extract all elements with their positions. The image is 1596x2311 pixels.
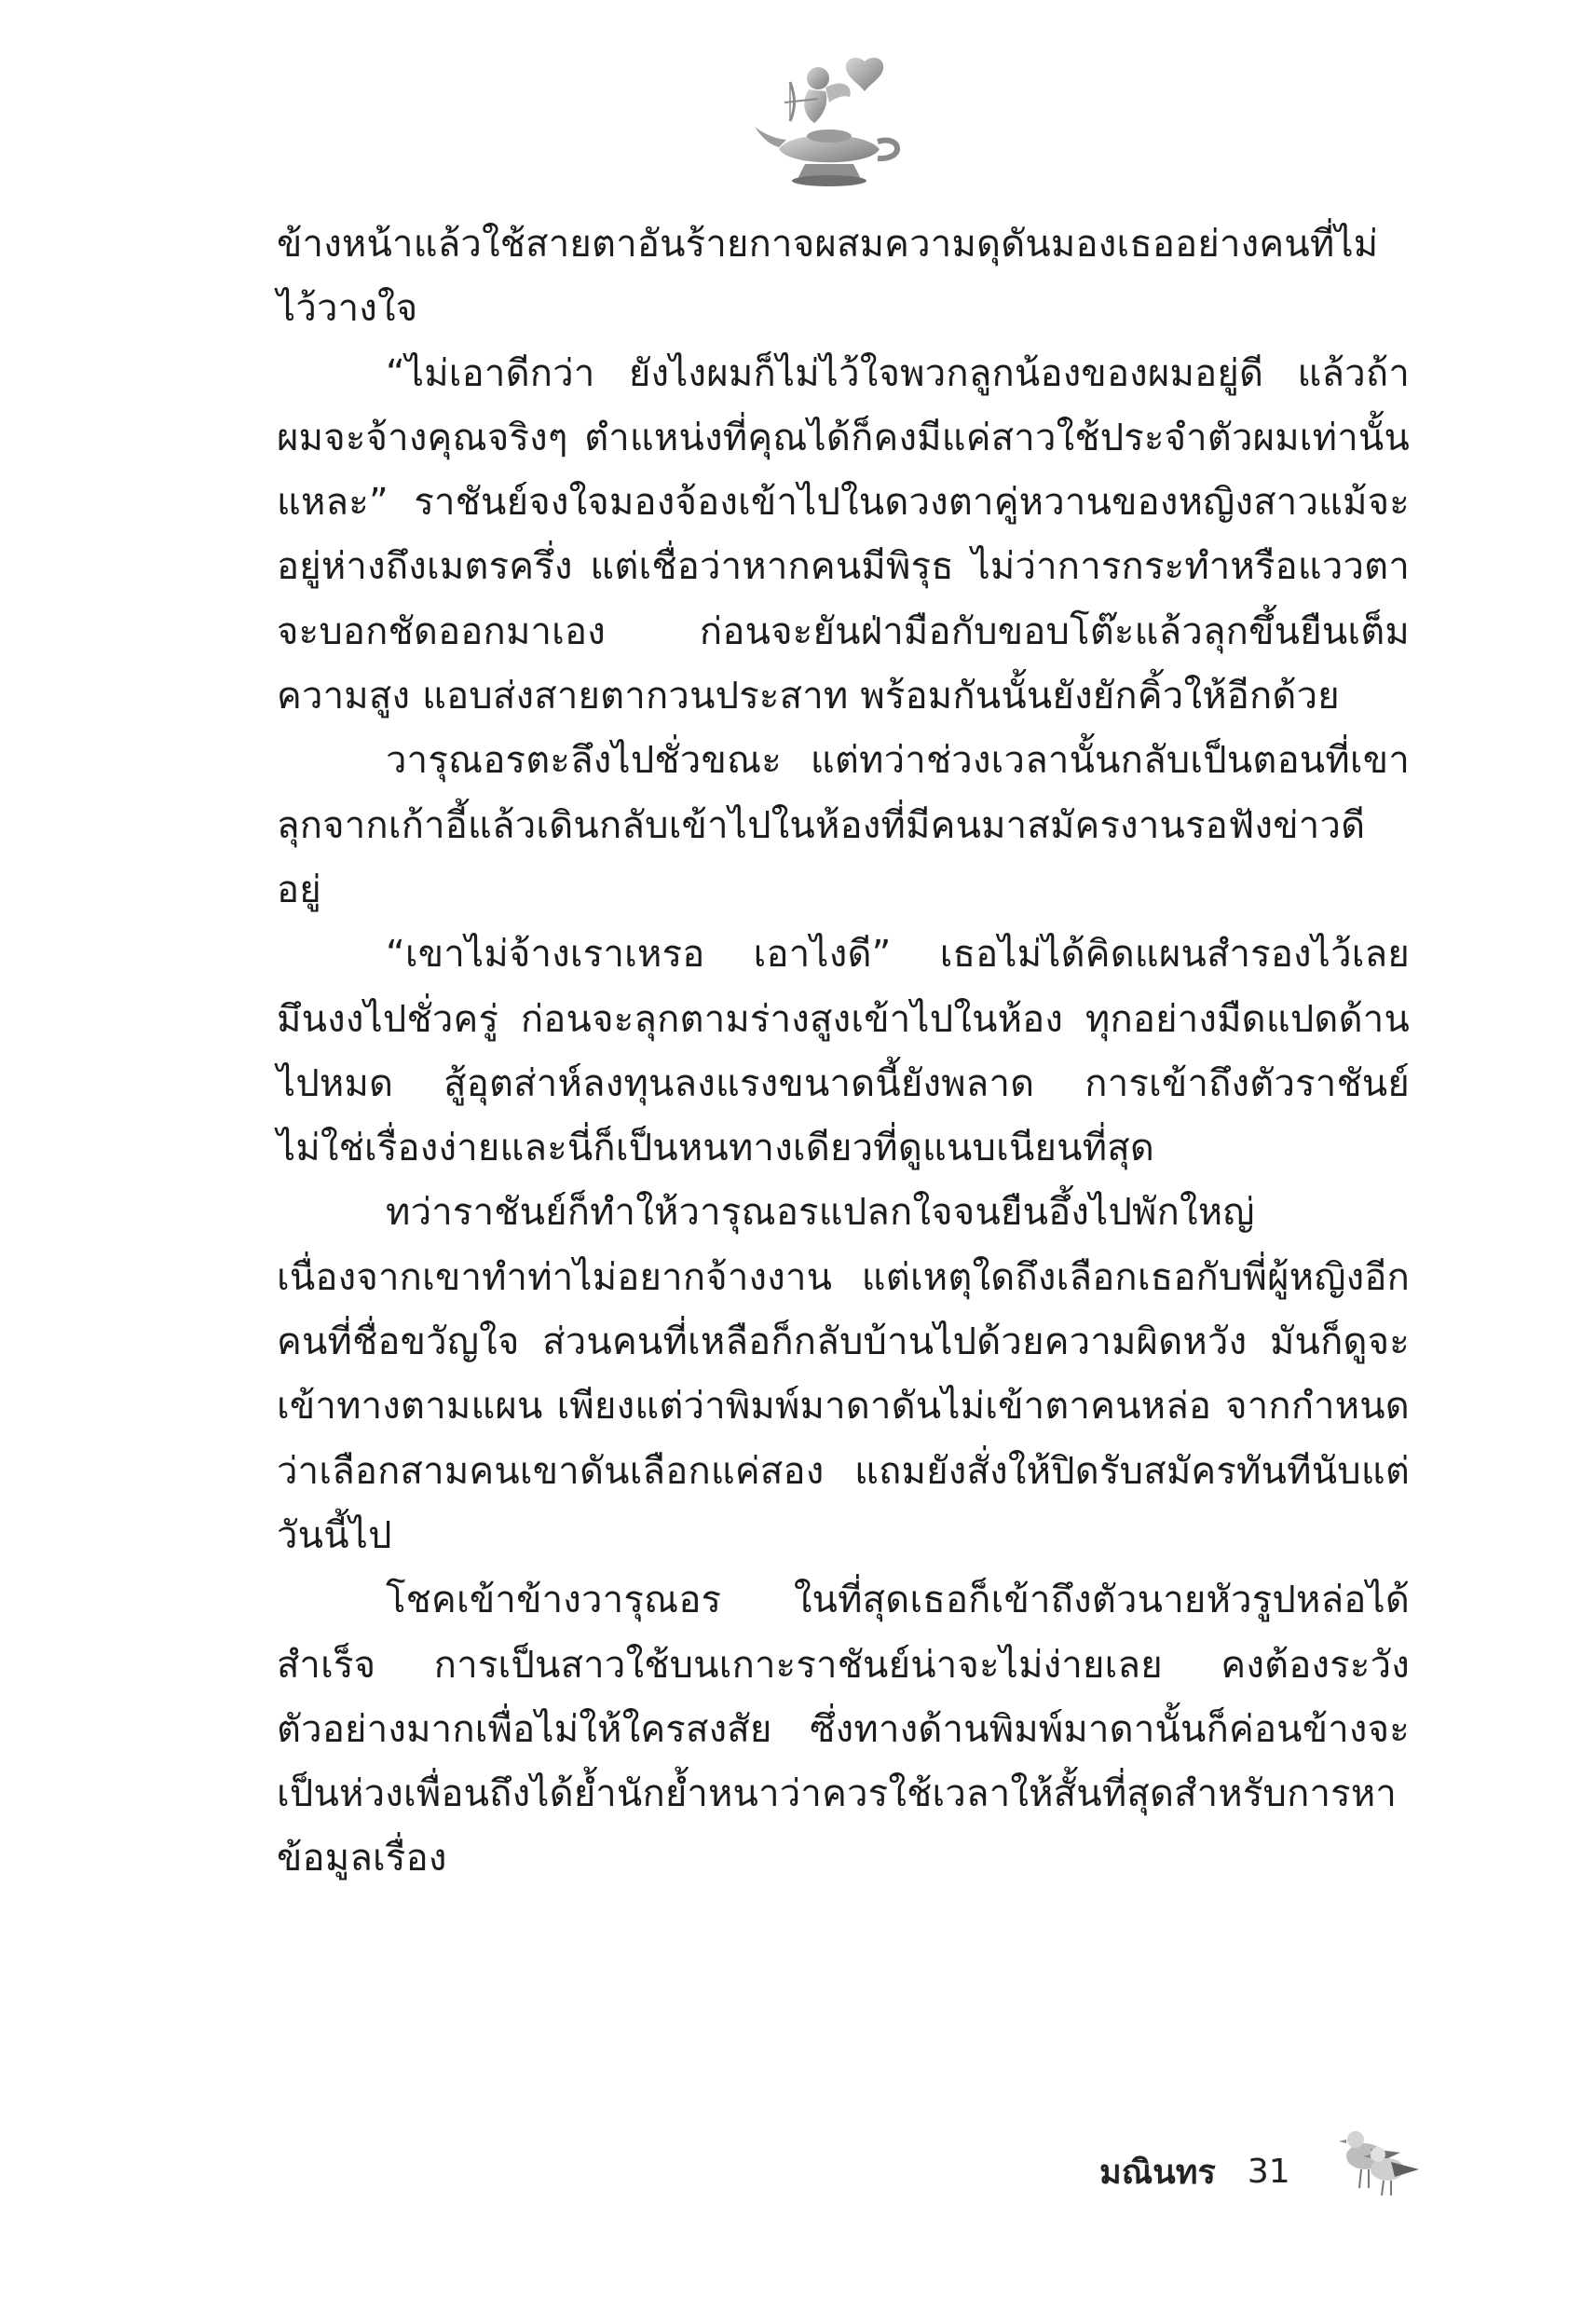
paragraph-3: วารุณอรตะลึงไปชั่วขณะ แต่ทว่าช่วงเวลานั้นกลับเป็นตอนที่เขาลุกจากเก้าอี้แล้วเดินกลับเข้าไปในห้องที่มีคนมาสมัครงานรอฟังข่าวดีอยู่	[277, 739, 1410, 911]
paragraph-5: ทว่าราชันย์ก็ทำให้วารุณอรแปลกใจจนยืนอึ้งไปพักใหญ่ เนื่องจากเขาทำท่าไม่อยากจ้างงาน แต่เหตุใดถึงเลือกเธอกับพี่ผู้หญิงอีกคนที่ชื่อขวัญใจ ส่วนคนที่เหลือก็กลับบ้านไปด้วยความผิดหวัง มันก็ดูจะเข้าทางตามแผน เพียงแต่ว่าพิมพ์มาดาดันไม่เข้าตาคนหล่อ จากกำหนดว่าเลือกสามคนเขาดันเลือกแค่สอง แถมยังสั่งให้ปิดรับสมัครทันทีนับแต่วันนี้ไป	[277, 1191, 1410, 1557]
paragraph-4: “เขาไม่จ้างเราเหรอ เอาไงดี” เธอไม่ได้คิดแผนสำรองไว้เลยมึนงงไปชั่วครู่ ก่อนจะลุกตามร่างสูงเข้าไปในห้อง ทุกอย่างมืดแปดด้านไปหมด สู้อุตส่าห์ลงทุนลงแรงขนาดนี้ยังพลาด การเข้าถึงตัวราชันย์ไม่ใช่เรื่องง่ายและนี่ก็เป็นหนทางเดียวที่ดูแนบเนียนที่สุด	[277, 933, 1410, 1170]
page-footer	[1099, 2143, 1290, 2199]
cupid-teapot-ornament-icon	[753, 54, 907, 194]
seagulls-ornament-icon	[1328, 2115, 1421, 2197]
paragraph-1: ข้างหน้าแล้วใช้สายตาอันร้ายกาจผสมความดุดันมองเธออย่างคนที่ไม่ไว้วางใจ	[277, 223, 1379, 331]
paragraph-6: โชคเข้าข้างวารุณอร ในที่สุดเธอก็เข้าถึงตัวนายหัวรูปหล่อได้สำเร็จ การเป็นสาวใช้บนเกาะราชันย์น่าจะไม่ง่ายเลย คงต้องระวังตัวอย่างมากเพื่อไม่ให้ใครสงสัย ซึ่งทางด้านพิมพ์มาดานั้นก็ค่อนข้างจะเป็นห่วงเพื่อนถึงได้ย้ำนักย้ำหนาว่าควรใช้เวลาให้สั้นที่สุดสำหรับการหาข้อมูลเรื่อง	[277, 1579, 1410, 1880]
page-number: 31	[1247, 2152, 1290, 2191]
footer-brand: มณินทร	[1099, 2153, 1216, 2192]
paragraph-2: “ไม่เอาดีกว่า ยังไงผมก็ไม่ไว้ใจพวกลูกน้องของผมอยู่ดี แล้วถ้าผมจะจ้างคุณจริงๆ ตำแหน่งที่คุณได้ก็คงมีแค่สาวใช้ประจำตัวผมเท่านั้นแหละ” ราชันย์จงใจมองจ้องเข้าไปในดวงตาคู่หวานของหญิงสาวแม้จะอยู่ห่างถึงเมตรครึ่ง แต่เชื่อว่าหากคนมีพิรุธ ไม่ว่าการกระทำหรือแววตาจะบอกชัดออกมาเอง ก่อนจะยันฝ่ามือกับขอบโต๊ะแล้วลุกขึ้นยืนเต็มความสูง แอบส่งสายตากวนประสาท พร้อมกันนั้นยังยักคิ้วให้อีกด้วย	[277, 351, 1410, 718]
body-text	[277, 212, 1410, 1892]
